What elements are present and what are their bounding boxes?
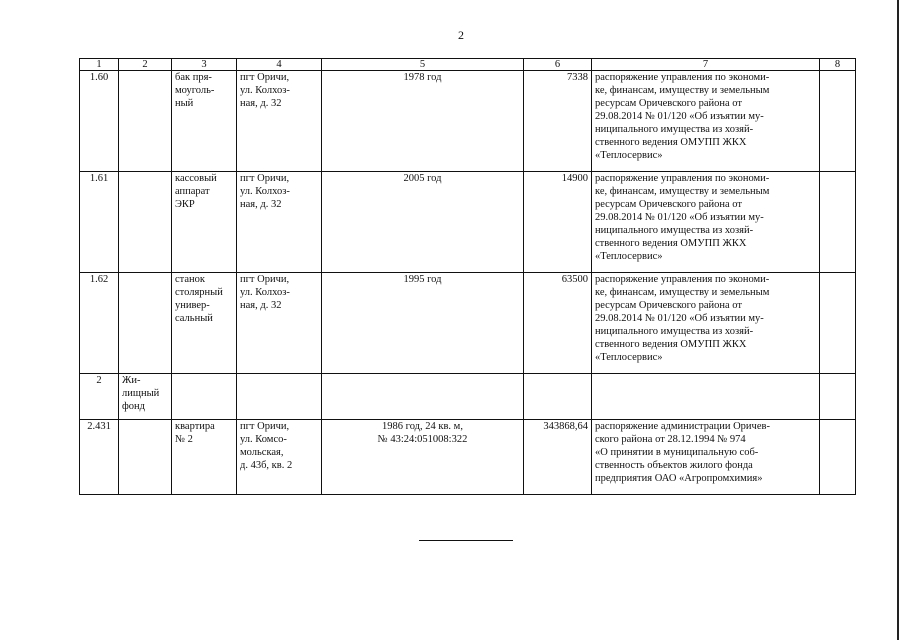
cell-line: распоряжение администрации Оричев- [595,421,770,432]
cell-line: станок [175,274,206,285]
cell-section [119,273,172,374]
cell-line: ул. Колхоз- [240,85,290,96]
table-row [80,273,856,374]
cell-line: аппарат [175,186,210,197]
column-header: 6 [524,59,592,71]
cell-line: д. 43б, кв. 2 [240,460,293,471]
cell-item-number: 2.431 [80,420,119,495]
property-register-table [79,58,856,495]
cell-object-name [172,71,237,172]
cell-line: «Теплосервис» [595,251,663,262]
cell-line: ке, финансам, имуществу и земельным [595,186,770,197]
cell-line: ный [175,98,194,109]
cell-basis-document [592,374,820,420]
cell-basis-document [592,273,820,374]
cell-section [119,172,172,273]
cell-line: 29.08.2014 № 01/120 «Об изъятии му- [595,212,764,223]
cell-line: ресурсам Оричевского района от [595,199,742,210]
cell-address [237,172,322,273]
cell-line: 1978 год [403,72,442,83]
cell-line: 29.08.2014 № 01/120 «Об изъятии му- [595,313,764,324]
cell-line: 1995 год [403,274,442,285]
table-row [80,172,856,273]
cell-line: ниципального имущества из хозяй- [595,326,754,337]
cell-line: пгт Оричи, [240,421,290,432]
cell-line: 1986 год, 24 кв. м, [382,421,463,432]
cell-line: пгт Оричи, [240,274,290,285]
cell-address [237,273,322,374]
cell-line: фонд [122,401,146,412]
cell-line: ресурсам Оричевского района от [595,300,742,311]
cell-note [820,420,856,495]
cell-line: пгт Оричи, [240,173,290,184]
cell-year-details [322,172,524,273]
cell-value: 63500 [524,273,592,374]
page-number: 2 [458,28,464,42]
cell-line: кассовый [175,173,217,184]
cell-line: Жи- [122,375,141,386]
cell-line: предприятия ОАО «Агропромхимия» [595,473,763,484]
cell-object-name [172,172,237,273]
table-header-row [80,59,856,71]
cell-basis-document [592,172,820,273]
cell-line: ственного ведения ОМУПП ЖКХ [595,137,747,148]
table-row [80,374,856,420]
cell-line: ственность объектов жилого фонда [595,460,753,471]
cell-line: распоряжение управления по экономи- [595,72,770,83]
cell-line: ке, финансам, имуществу и земельным [595,287,770,298]
column-header: 2 [119,59,172,71]
cell-line: сальный [175,313,213,324]
cell-object-name [172,420,237,495]
table-row [80,420,856,495]
cell-year-details [322,273,524,374]
cell-line: ственного ведения ОМУПП ЖКХ [595,238,747,249]
table-body [80,59,856,495]
cell-item-number: 1.61 [80,172,119,273]
cell-line: ресурсам Оричевского района от [595,98,742,109]
column-header: 5 [322,59,524,71]
cell-line: моуголь- [175,85,215,96]
cell-year-details [322,420,524,495]
cell-line: столярный [175,287,223,298]
cell-section [119,374,172,420]
cell-line: ственного ведения ОМУПП ЖКХ [595,339,747,350]
cell-line: «О принятии в муниципальную соб- [595,447,759,458]
cell-line: ул. Колхоз- [240,186,290,197]
cell-line: лищный [122,388,160,399]
cell-item-number: 1.62 [80,273,119,374]
cell-line: ЭКР [175,199,195,210]
cell-year-details [322,71,524,172]
cell-line: ная, д. 32 [240,300,282,311]
cell-section [119,71,172,172]
cell-line: ке, финансам, имуществу и земельным [595,85,770,96]
cell-item-number: 1.60 [80,71,119,172]
column-header: 4 [237,59,322,71]
cell-line: ниципального имущества из хозяй- [595,124,754,135]
cell-line: ул. Колхоз- [240,287,290,298]
scan-edge [897,0,899,640]
cell-line: 2005 год [403,173,442,184]
cell-line: «Теплосервис» [595,150,663,161]
cell-section [119,420,172,495]
cell-note [820,273,856,374]
column-header: 8 [820,59,856,71]
cell-note [820,71,856,172]
column-header: 7 [592,59,820,71]
cell-line: распоряжение управления по экономи- [595,173,770,184]
cell-line: мольская, [240,447,284,458]
column-header: 1 [80,59,119,71]
cell-line: распоряжение управления по экономи- [595,274,770,285]
cell-basis-document [592,71,820,172]
cell-line: пгт Оричи, [240,72,290,83]
cell-address [237,71,322,172]
cell-line: квартира [175,421,215,432]
cell-line: ная, д. 32 [240,98,282,109]
table-row [80,71,856,172]
cell-value: 343868,64 [524,420,592,495]
cell-value: 14900 [524,172,592,273]
cell-line: универ- [175,300,210,311]
cell-line: ул. Комсо- [240,434,287,445]
cell-address [237,420,322,495]
cell-object-name [172,273,237,374]
column-header: 3 [172,59,237,71]
cell-line: № 2 [175,434,193,445]
cell-line: «Теплосервис» [595,352,663,363]
footer-divider [419,540,513,541]
cell-year-details [322,374,524,420]
cell-line: ского района от 28.12.1994 № 974 [595,434,746,445]
cell-item-number: 2 [80,374,119,420]
cell-object-name [172,374,237,420]
cell-note [820,172,856,273]
cell-basis-document [592,420,820,495]
cell-line: бак пря- [175,72,212,83]
cell-note [820,374,856,420]
cell-line: 29.08.2014 № 01/120 «Об изъятии му- [595,111,764,122]
cell-line: № 43:24:051008:322 [377,434,468,445]
cell-line: ниципального имущества из хозяй- [595,225,754,236]
cell-address [237,374,322,420]
cell-value [524,374,592,420]
cell-line: ная, д. 32 [240,199,282,210]
cell-value: 7338 [524,71,592,172]
